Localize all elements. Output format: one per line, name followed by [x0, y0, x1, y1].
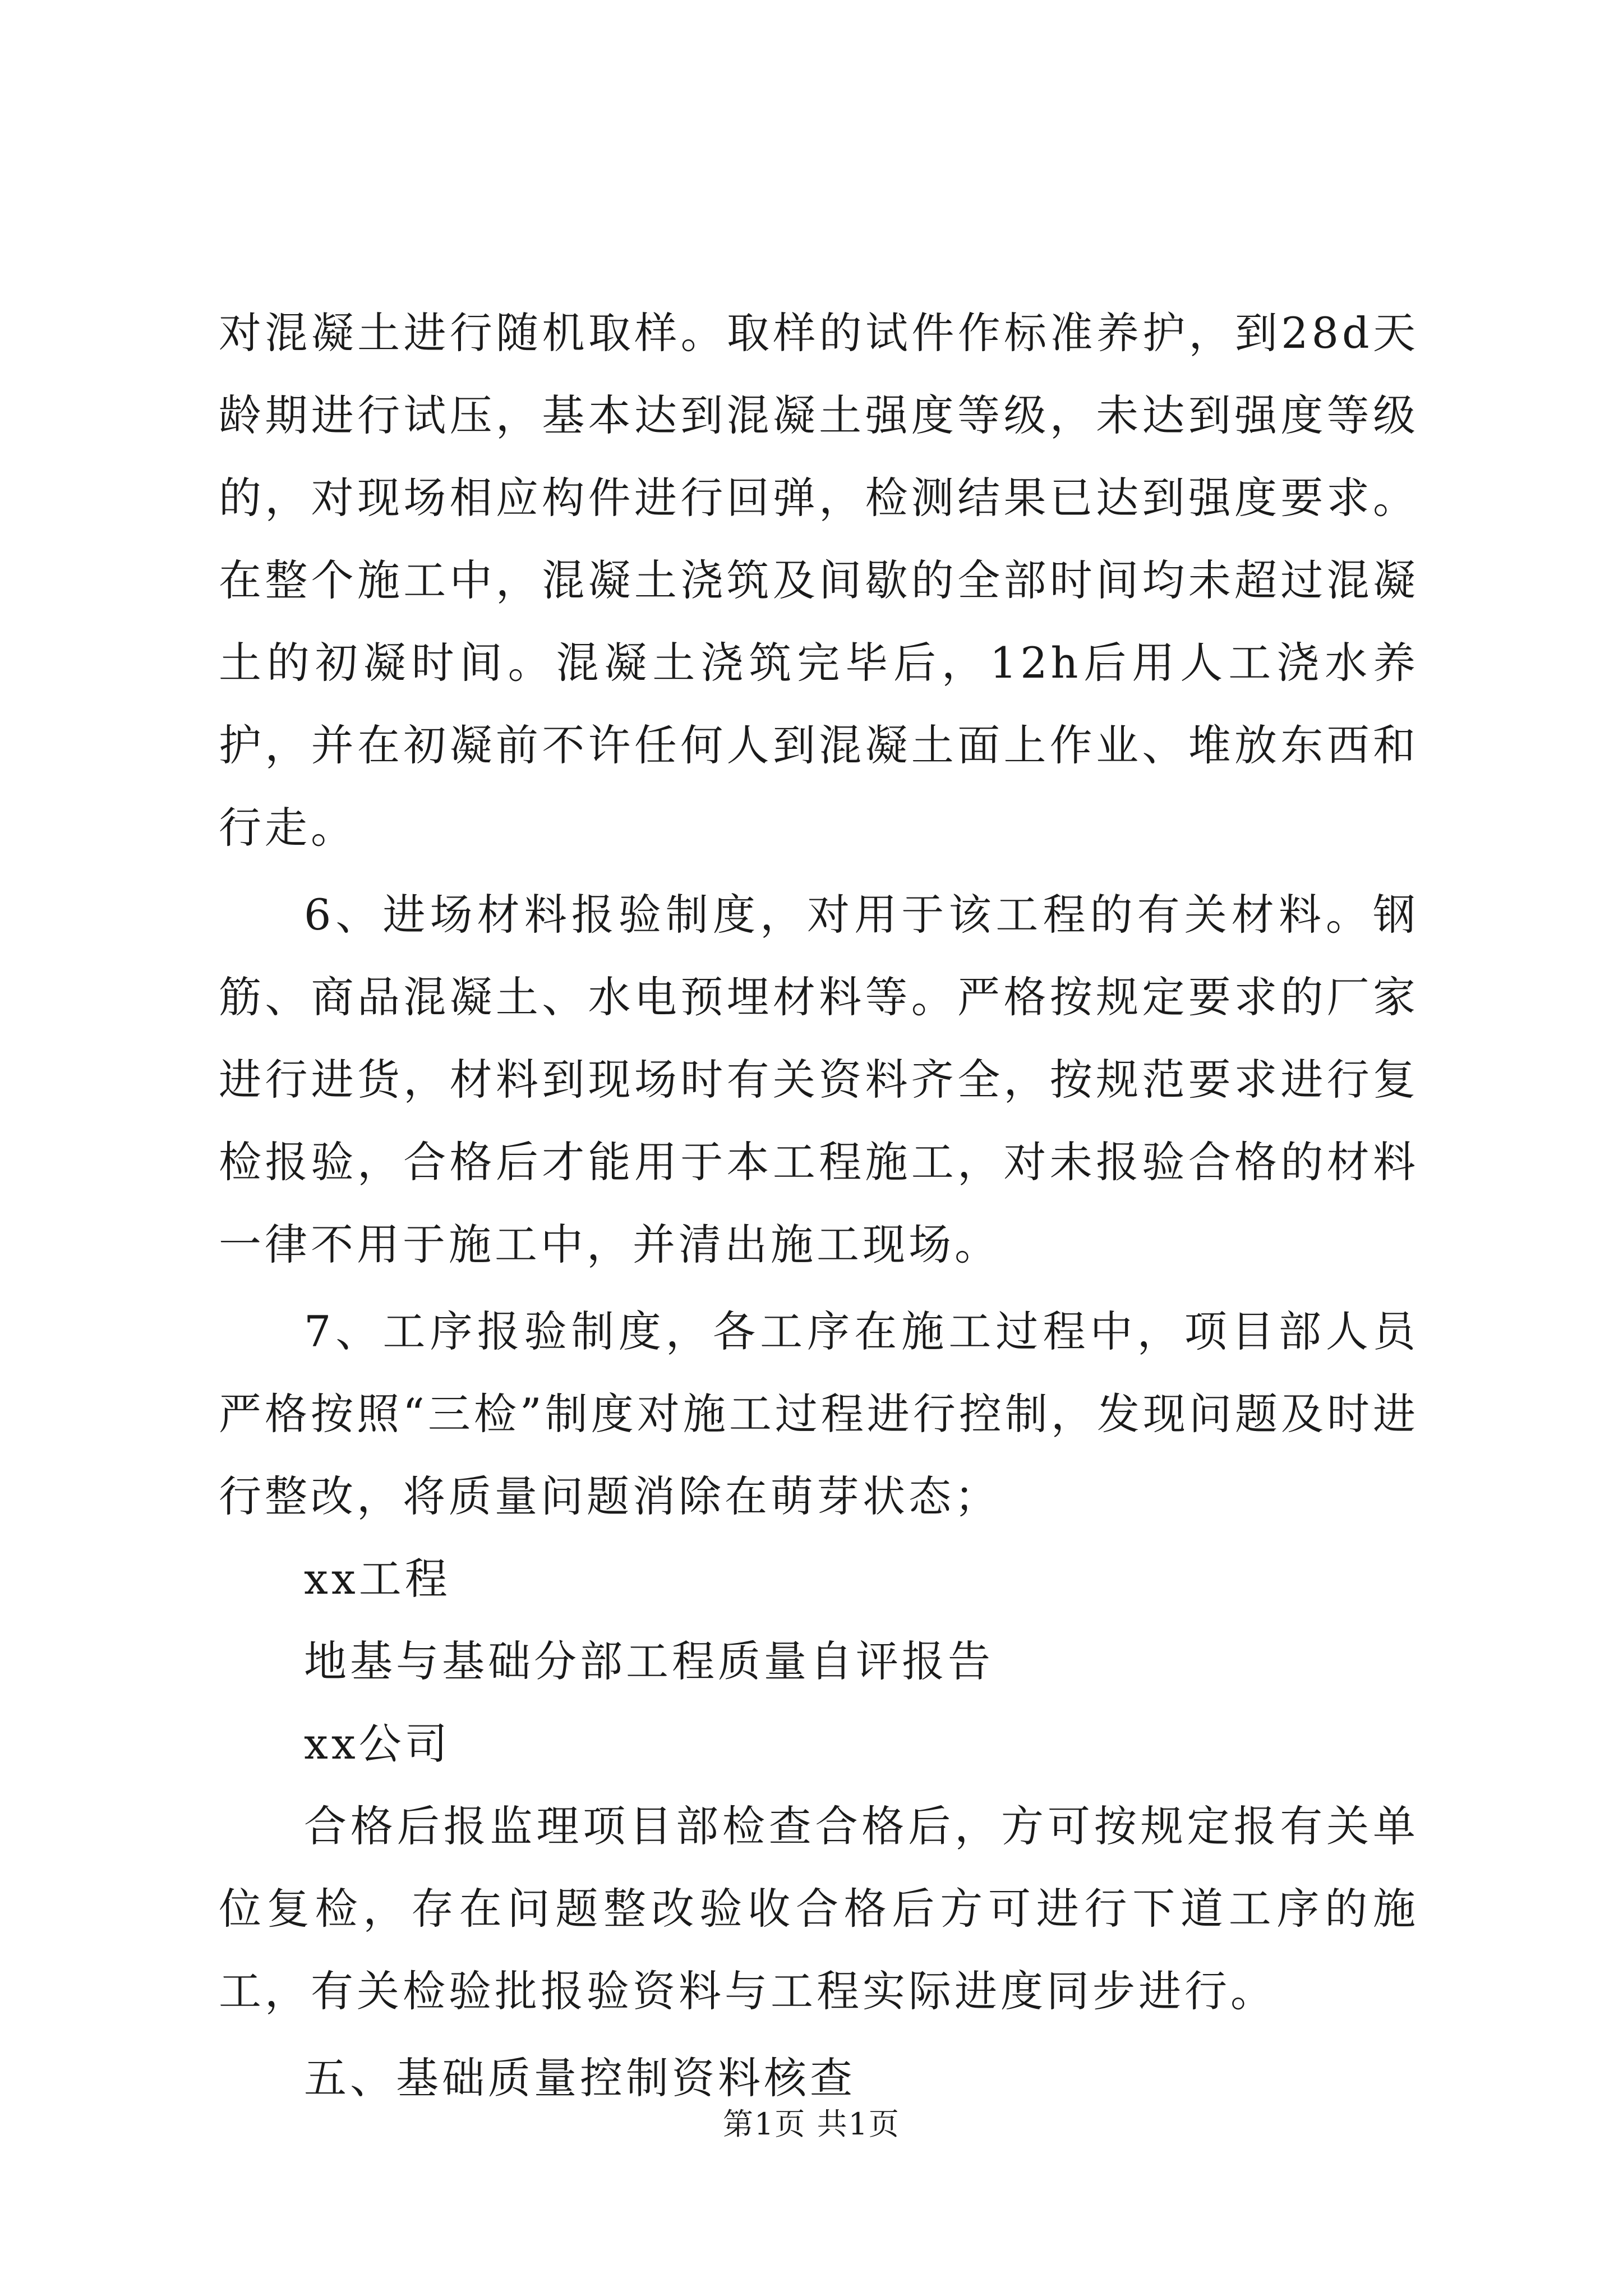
paragraph-concrete-sampling: 对混凝土进行随机取样。取样的试件作标准养护，到28d天龄期进行试压，基本达到混凝土强度等级，未达到强度等级的，对现场相应构件进行回弹，检测结果已达到强度要求。在整个施工中，混凝土浇筑及间歇的全部时间均未超过混凝土的初凝时间。混凝土浇筑完毕后，12h后用人工浇水养护，并在初凝前不许任何人到混凝土面上作业、堆放东西和行走。: [219, 308, 1419, 853]
section-heading-data-review: 五、基础质量控制资料核查: [304, 2053, 856, 2103]
report-title-line: 地基与基础分部工程质量自评报告: [304, 1636, 994, 1686]
project-name-line: xx工程: [304, 1554, 451, 1604]
company-name-line: xx公司: [304, 1719, 451, 1769]
page-number-footer: 第1页 共1页: [723, 2106, 900, 2142]
paragraph-supervision-check: 合格后报监理项目部检查合格后，方可按规定报有关单位复检，存在问题整改验收合格后方可进行下道工序的施工，有关检验批报验资料与工程实际进度同步进行。: [219, 1801, 1419, 2016]
paragraph-material-inspection: 6、进场材料报验制度，对用于该工程的有关材料。钢筋、商品混凝土、水电预埋材料等。严格按规定要求的厂家进行进货，材料到现场时有关资料齐全，按规范要求进行复检报验，合格后才能用于本工程施工，对未报验合格的材料一律不用于施工中，并清出施工现场。: [219, 890, 1419, 1269]
document-body: [219, 292, 1419, 2119]
paragraph-process-inspection: 7、工序报验制度，各工序在施工过程中，项目部人员严格按照“三检”制度对施工过程进行控制，发现问题及时进行整改，将质量问题消除在萌芽状态；: [219, 1306, 1419, 1521]
